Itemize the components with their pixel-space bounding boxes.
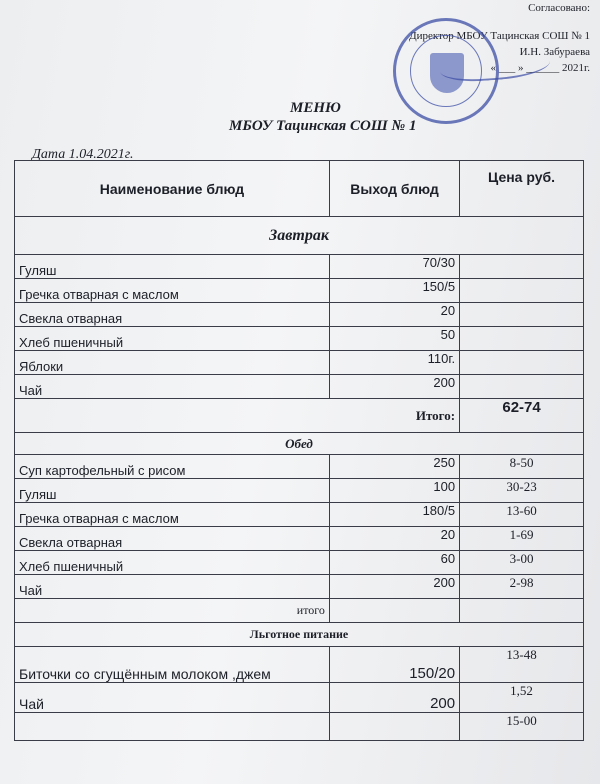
menu-title: МЕНЮ: [290, 100, 341, 116]
dish-name: Хлеб пшеничный: [15, 327, 330, 351]
dish-portion: 180/5: [329, 503, 459, 527]
dish-portion: 110г.: [329, 351, 459, 375]
table-row: [15, 503, 584, 527]
dish-price: 2-98: [460, 575, 584, 599]
dish-name: Чай: [15, 375, 330, 399]
dish-portion: 200: [329, 375, 459, 399]
section-title: Обед: [15, 433, 584, 455]
dish-price: [460, 351, 584, 375]
dish-name: Свекла отварная: [15, 527, 330, 551]
table-row: [15, 527, 584, 551]
dish-price: 13-48: [460, 647, 584, 683]
dish-name: Чай: [15, 683, 330, 713]
section-benefit: [15, 623, 584, 647]
school-name: МБОУ Тацинская СОШ № 1: [229, 118, 417, 134]
dish-portion: 150/5: [329, 279, 459, 303]
dish-portion: 100: [329, 479, 459, 503]
section-breakfast: [15, 217, 584, 255]
dish-portion: 70/30: [329, 255, 459, 279]
dish-price: [460, 375, 584, 399]
dish-name: Гуляш: [15, 479, 330, 503]
approval-heading: Согласовано:: [528, 2, 590, 14]
section-title: Льготное питание: [15, 623, 584, 647]
table-row: [15, 455, 584, 479]
dish-portion: 200: [329, 683, 459, 713]
dish-price: 13-60: [460, 503, 584, 527]
dish-price: [460, 303, 584, 327]
dish-portion: 250: [329, 455, 459, 479]
table-row: [15, 351, 584, 375]
dish-price: 3-00: [460, 551, 584, 575]
dish-name: Гречка отварная с маслом: [15, 279, 330, 303]
col-header-portion: Выход блюд: [329, 161, 459, 217]
table-row: [15, 683, 584, 713]
col-header-dish: Наименование блюд: [15, 161, 330, 217]
total-value: 15-00: [460, 713, 584, 741]
table-row: [15, 279, 584, 303]
dish-name: Яблоки: [15, 351, 330, 375]
dish-price: [460, 279, 584, 303]
dish-name: Гуляш: [15, 255, 330, 279]
table-row: [15, 303, 584, 327]
dish-name: Свекла отварная: [15, 303, 330, 327]
approval-director: Директор МБОУ Тацинская СОШ № 1: [409, 30, 590, 42]
table-row: [15, 575, 584, 599]
dish-portion: 20: [329, 303, 459, 327]
section-title: Завтрак: [15, 217, 584, 255]
benefit-total-row: [15, 713, 584, 741]
total-value: 62-74: [460, 399, 584, 433]
total-label: итого: [15, 599, 330, 623]
dish-name: Биточки со сгущённым молоком ,джем: [15, 647, 330, 683]
menu-date: Дата 1.04.2021г.: [32, 147, 134, 162]
approval-date: « ___ » ______ 2021г.: [490, 62, 590, 74]
dish-name: Чай: [15, 575, 330, 599]
dish-name: Хлеб пшеничный: [15, 551, 330, 575]
dish-portion: 20: [329, 527, 459, 551]
empty-cell: [329, 713, 459, 741]
dish-portion: 50: [329, 327, 459, 351]
dish-name: Суп картофельный с рисом: [15, 455, 330, 479]
empty-cell: [15, 713, 330, 741]
dish-price: [460, 255, 584, 279]
empty-cell: [460, 599, 584, 623]
breakfast-total-row: [15, 399, 584, 433]
empty-cell: [329, 599, 459, 623]
table-row: [15, 375, 584, 399]
table-row: [15, 479, 584, 503]
dish-name: Гречка отварная с маслом: [15, 503, 330, 527]
table-row: [15, 255, 584, 279]
dish-price: 8-50: [460, 455, 584, 479]
approval-name: И.Н. Забураева: [519, 46, 590, 58]
lunch-total-row: [15, 599, 584, 623]
dish-portion: 200: [329, 575, 459, 599]
dish-price: [460, 327, 584, 351]
table-row: [15, 647, 584, 683]
dish-portion: 60: [329, 551, 459, 575]
total-label: Итого:: [15, 399, 460, 433]
menu-table: [14, 160, 584, 741]
dish-price: 1,52: [460, 683, 584, 713]
table-header-row: [15, 161, 584, 217]
col-header-price: Цена руб.: [460, 161, 584, 217]
table-row: [15, 327, 584, 351]
dish-portion: 150/20: [329, 647, 459, 683]
dish-price: 30-23: [460, 479, 584, 503]
section-lunch: [15, 433, 584, 455]
dish-price: 1-69: [460, 527, 584, 551]
table-row: [15, 551, 584, 575]
